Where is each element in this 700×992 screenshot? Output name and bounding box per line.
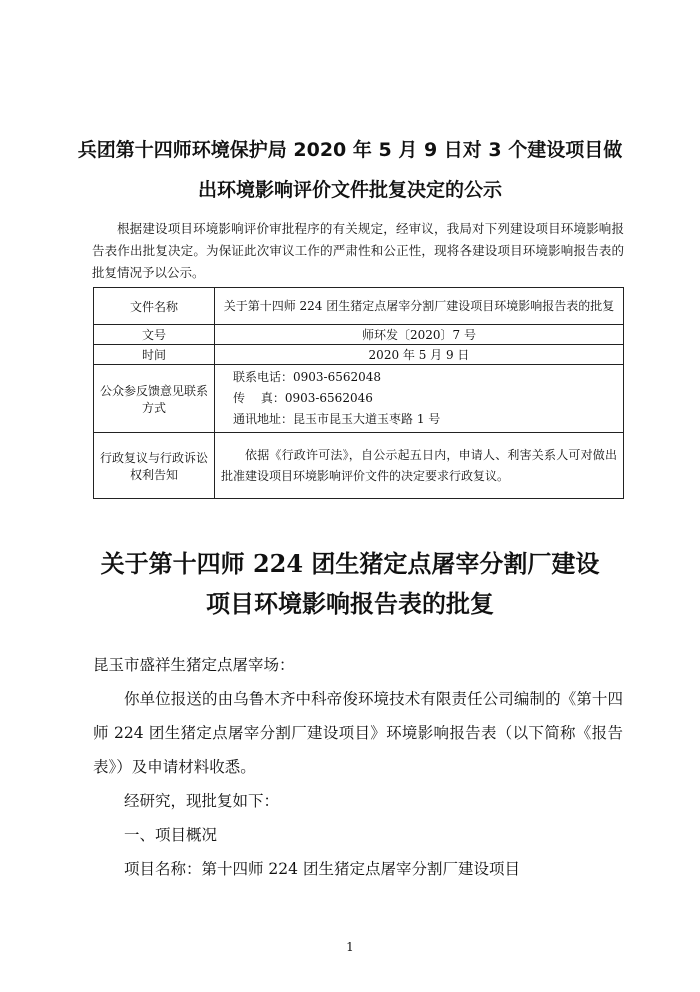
doc-no-value: 师环发〔2020〕7 号 — [215, 325, 624, 345]
date-label: 时间 — [94, 345, 215, 365]
reply-section1: 一、项目概况 — [124, 826, 218, 844]
review-label: 行政复议与行政诉讼权利告知 — [94, 433, 215, 499]
reply-paragraph1: 你单位报送的由乌鲁木齐中科帝俊环境技术有限责任公司编制的《第十四师 224 团生猪定点屠宰分割厂建设项目》环境影响报告表（以下简称《报告表》）及申请材料收悉。 — [93, 690, 623, 776]
row-date — [94, 345, 624, 365]
reply-project-name: 项目名称：第十四师 224 团生猪定点屠宰分割厂建设项目 — [124, 860, 520, 878]
file-name-label: 文件名称 — [94, 288, 215, 325]
doc-no-label: 文号 — [94, 325, 215, 345]
date-value: 2020 年 5 月 9 日 — [215, 345, 624, 365]
notice-title-line2: 出环境影响评价文件批复决定的公示 — [197, 179, 502, 201]
row-contact — [94, 365, 624, 433]
contact-address: 通讯地址：昆玉市昆玉大道玉枣路 1 号 — [233, 412, 441, 426]
file-name-value: 关于第十四师 224 团生猪定点屠宰分割厂建设项目环境影响报告表的批复 — [215, 288, 624, 325]
reply-title-line1: 关于第十四师 224 团生猪定点屠宰分割厂建设 — [100, 549, 600, 578]
reply-paragraph2: 经研究，现批复如下： — [124, 792, 280, 810]
contact-phone: 联系电话：0903-6562048 — [233, 370, 382, 384]
reply-addressee: 昆玉市盛祥生猪定点屠宰场： — [93, 656, 295, 674]
row-doc-no — [94, 325, 624, 345]
page-number: 1 — [346, 940, 354, 954]
row-file-name — [94, 288, 624, 325]
contact-label: 公众参反馈意见联系方式 — [94, 365, 215, 433]
reply-title-line2: 项目环境影响报告表的批复 — [206, 589, 494, 618]
review-value: 依据《行政许可法》，自公示起五日内，申请人、利害关系人可对做出批准建设项目环境影响评价文件的决定要求行政复议。 — [215, 433, 624, 499]
contact-fax: 传 真：0903-6562046 — [233, 391, 373, 405]
contact-value — [215, 365, 624, 433]
notice-table — [93, 287, 624, 499]
row-review — [94, 433, 624, 499]
notice-intro: 根据建设项目环境影响评价审批程序的有关规定，经审议，我局对下列建设项目环境影响报告表作出批复决定。为保证此次审议工作的严肃性和公正性，现将各建设项目环境影响报告表的批复情况予以公示。 — [92, 221, 624, 280]
notice-title-line1: 兵团第十四师环境保护局 2020 年 5 月 9 日对 3 个建设项目做 — [77, 139, 623, 161]
